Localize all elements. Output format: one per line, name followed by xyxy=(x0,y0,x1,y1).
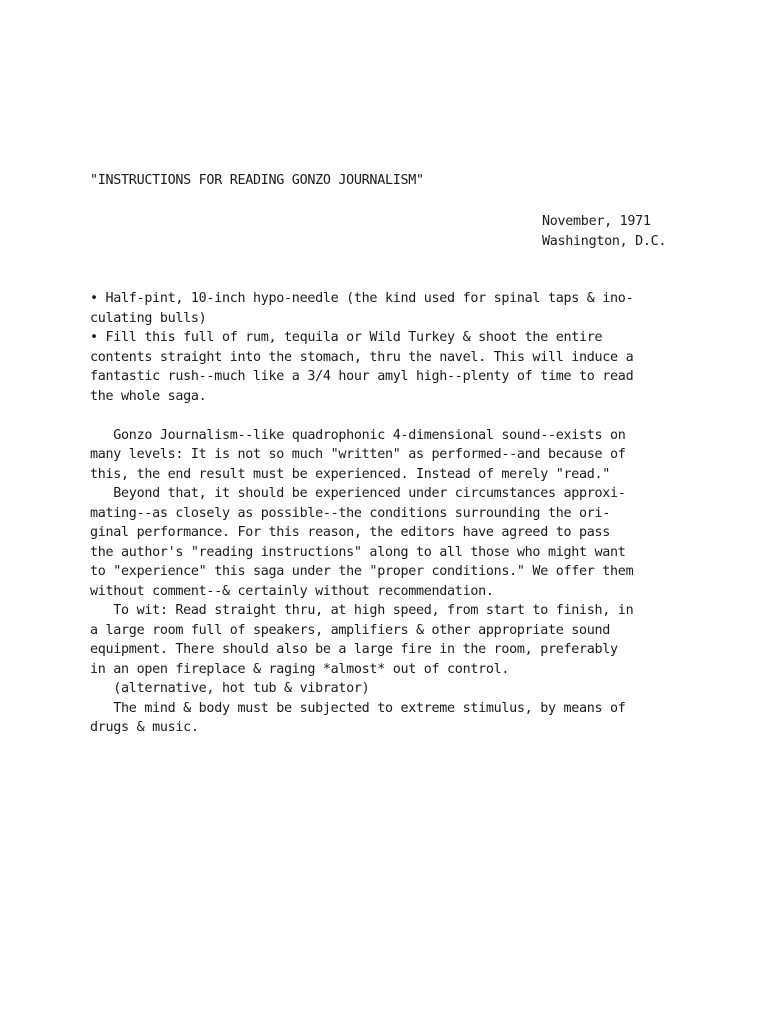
text-line: a large room full of speakers, amplifiers & other appropriate sound xyxy=(90,622,611,638)
text-line: mating--as closely as possible--the conditions surrounding the ori- xyxy=(90,505,611,521)
paragraph xyxy=(90,426,690,485)
document-title: "INSTRUCTIONS FOR READING GONZO JOURNALISM" xyxy=(90,173,424,188)
text-line: (alternative, hot tub & vibrator) xyxy=(90,681,370,696)
bullet-item xyxy=(90,289,690,328)
text-line: fantastic rush--much like a 3/4 hour amyl high--plenty of time to read xyxy=(90,369,634,384)
text-line: Gonzo Journalism--like quadrophonic 4-dimensional sound--exists on xyxy=(90,427,626,443)
text-line: • Half-pint, 10-inch hypo-needle (the kind used for spinal taps & ino- xyxy=(90,291,634,306)
text-line: the whole saga. xyxy=(90,388,207,404)
text-line: contents straight into the stomach, thru the navel. This will induce a xyxy=(90,349,634,365)
text-line: drugs & music. xyxy=(90,720,199,735)
paragraph xyxy=(90,679,690,699)
text-line: equipment. There should also be a large fire in the room, preferably xyxy=(90,642,618,657)
bullet-item xyxy=(90,328,690,406)
paragraph xyxy=(90,699,690,738)
body-text xyxy=(90,289,690,738)
text-line: this, the end result must be experienced. Instead of merely "read." xyxy=(90,466,611,482)
paragraph xyxy=(90,484,690,601)
text-line: to "experience" this saga under the "proper conditions." We offer them xyxy=(90,564,634,579)
text-line: To wit: Read straight thru, at high speed, from start to finish, in xyxy=(90,603,634,618)
dateline-place: Washington, D.C. xyxy=(542,233,667,249)
dateline xyxy=(542,212,666,251)
text-line: Beyond that, it should be experienced under circumstances approxi- xyxy=(90,486,626,501)
text-line: in an open fireplace & raging *almost* out of control. xyxy=(90,661,510,677)
text-line: many levels: It is not so much "written" as performed--and because of xyxy=(90,447,626,462)
paragraph-spacer xyxy=(90,406,690,426)
text-line: without comment--& certainly without recommendation. xyxy=(90,583,494,599)
text-line: culating bulls) xyxy=(90,310,207,326)
text-line: ginal performance. For this reason, the editors have agreed to pass xyxy=(90,525,611,540)
text-line: the author's "reading instructions" along to all those who might want xyxy=(90,544,626,560)
text-line: The mind & body must be subjected to extreme stimulus, by means of xyxy=(90,700,626,716)
text-line: • Fill this full of rum, tequila or Wild Turkey & shoot the entire xyxy=(90,330,603,345)
dateline-date: November, 1971 xyxy=(542,214,651,229)
paragraph xyxy=(90,601,690,679)
